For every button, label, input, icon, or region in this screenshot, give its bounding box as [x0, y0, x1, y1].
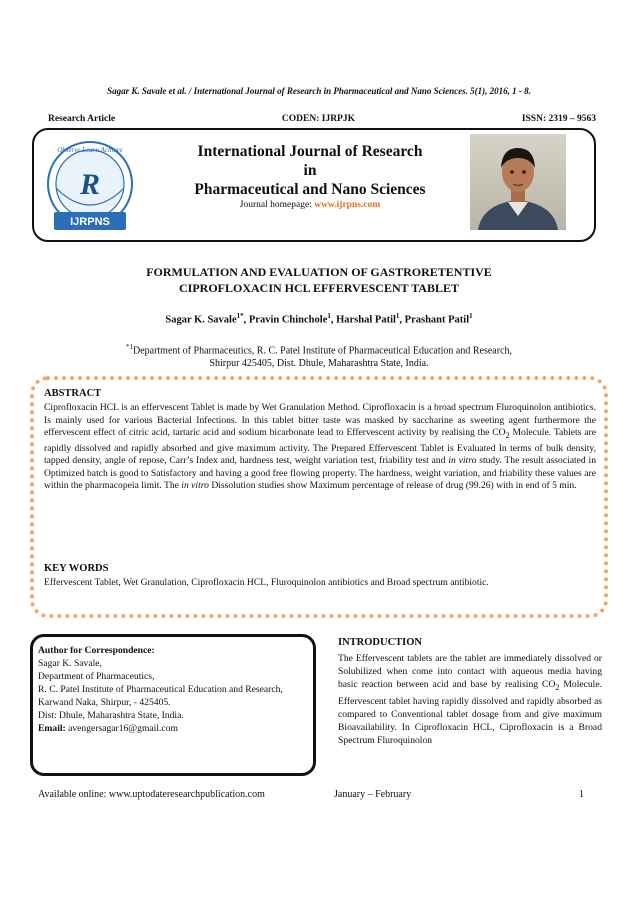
journal-homepage — [160, 200, 460, 210]
introduction-text-part: The Effervescent tablets are the tablet are immediately dissolved or Solubilized when come into contact with aqueous media having basic reaction between acid and base by realising CO — [338, 653, 602, 691]
email-label: Email: — [38, 723, 66, 734]
svg-text:IJRPNS: IJRPNS — [70, 216, 110, 228]
abstract-text — [44, 402, 596, 493]
correspondence-line: Department of Pharmaceutics, — [38, 671, 155, 682]
affiliation-mark: *1 — [125, 343, 133, 351]
journal-title — [160, 142, 460, 199]
affiliation-line1: Department of Pharmaceutics, R. C. Patel Institute of Pharmaceutical Education and Research, — [132, 345, 513, 357]
issn: ISSN: 2319 – 9563 — [521, 114, 596, 124]
correspondence-line: Dist: Dhule, Maharashtra State, India. — [38, 710, 184, 721]
article-meta-row — [48, 114, 596, 124]
introduction-text — [338, 652, 602, 747]
author-affiliation-mark: 1* — [236, 312, 244, 320]
journal-title-line1: International Journal of Research — [197, 143, 423, 160]
abstract-text-part: study. The result associated in Optimized batch is good to Satisfactory and having a good free flowing property. The hardness, weight variation, and friability these values are within the pharmacopeia limit. The — [44, 455, 597, 492]
homepage-link[interactable]: www.ijrpns.com — [314, 200, 381, 210]
author-name: Harshal Patil — [336, 314, 396, 326]
introduction-subscript: 2 — [555, 683, 560, 693]
author-photo — [470, 134, 566, 230]
journal-title-line3: Pharmaceutical and Nano Sciences — [194, 181, 426, 198]
author-list — [40, 312, 598, 326]
footer-issue-date: January – February — [334, 789, 412, 800]
correspondence-email-row — [38, 722, 310, 735]
author-affiliation-mark: 1 — [395, 312, 400, 320]
abstract-text-part: Ciprofloxacin HCL is an effervescent Tablet is made by Wet Granulation Method. Ciprofloxacin is a broad spectrum Fluroquinolon antibiotics. Is mainly used for various Bacterial Infections. In this tablet bitter taste was masked by saccharine as sweeting agent furthermore the effervescent effect of citric acid, tartaric acid and sodium bicarbonate lead to Effervescent activity by realising the CO — [44, 402, 596, 439]
author-separator: , — [243, 314, 249, 326]
abstract-text-part: Molecule. Tablets are rapidly dissolved and rapidly absorbed and give maximum activity. The Prepared Effervescent Tablet is Evaluated In terms of bulk density, tapped density, angle of repose, Carr’s Index and, hardness test, weight variation test, friability test and — [44, 427, 596, 467]
abstract-subscript: 2 — [505, 431, 510, 441]
abstract-italic: in vitro — [448, 455, 477, 467]
coden: CODEN: IJRPJK — [281, 114, 356, 124]
author-name: Prashant Patil — [404, 314, 470, 326]
affiliation — [50, 341, 588, 370]
article-title — [40, 264, 598, 296]
journal-title-line2: in — [303, 162, 317, 179]
author-name: Pravin Chinchole — [248, 314, 328, 326]
keywords-heading: KEY WORDS — [44, 563, 109, 574]
correspondence-heading: Author for Correspondence: — [38, 645, 155, 656]
author-separator: , — [399, 314, 405, 326]
article-title-line1: FORMULATION AND EVALUATION OF GASTRORETENTIVE — [146, 265, 492, 279]
correspondence-line: Sagar K. Savale, — [38, 658, 102, 669]
introduction-heading: INTRODUCTION — [338, 637, 423, 648]
correspondence — [38, 644, 310, 735]
page-footer — [38, 789, 586, 800]
keywords-text: Effervescent Tablet, Wet Granulation, Ciprofloxacin HCL, Fluroquinolon antibiotics and Broad spectrum antibiotic. — [44, 577, 489, 588]
abstract-italic: in vitro — [181, 480, 209, 492]
footer-available-online: Available online: www.uptodateresearchpublication.com — [38, 789, 265, 800]
email-address[interactable]: avengersagar16@gmail.com — [65, 723, 178, 734]
article-type: Research Article — [48, 114, 116, 124]
article-title-line2: CIPROFLOXACIN HCL EFFERVESCENT TABLET — [179, 281, 459, 295]
running-header: Sagar K. Savale et al. / International Journal of Research in Pharmaceutical and Nano Sciences. 5(1), 2016, 1 - 8. — [107, 86, 531, 96]
footer-page-number: 1 — [579, 789, 584, 800]
svg-text:Observe Learn Achieve: Observe Learn Achieve — [57, 146, 123, 154]
author-affiliation-mark: 1 — [327, 312, 331, 320]
homepage-label: Journal homepage: — [239, 200, 315, 210]
abstract-text-part: Dissolution studies show Maximum percentage of release of drug (99.26) with in end of 5 min. — [208, 480, 577, 492]
author-separator: , — [330, 314, 337, 326]
introduction-text-part: Molecule. Effervescent tablet having rapidly dissolved and rapidly absorbed as compared to Conventional tablet dosage from and give maximum Bioavailability. In Ciprofloxacin HCL, Ciprofloxacin is a Broad Spectrum Fluroquinolon — [338, 679, 602, 747]
correspondence-line: Karwand Naka, Shirpur, - 425405. — [38, 697, 171, 708]
svg-text:R: R — [79, 168, 101, 201]
author-affiliation-mark: 1 — [469, 312, 473, 320]
correspondence-line: R. C. Patel Institute of Pharmaceutical Education and Research, — [38, 684, 283, 695]
abstract-heading: ABSTRACT — [44, 388, 102, 399]
journal-logo — [36, 136, 144, 240]
affiliation-line2: Shirpur 425405, Dist. Dhule, Maharashtra State, India. — [209, 358, 429, 370]
author-name: Sagar K. Savale — [165, 314, 237, 326]
